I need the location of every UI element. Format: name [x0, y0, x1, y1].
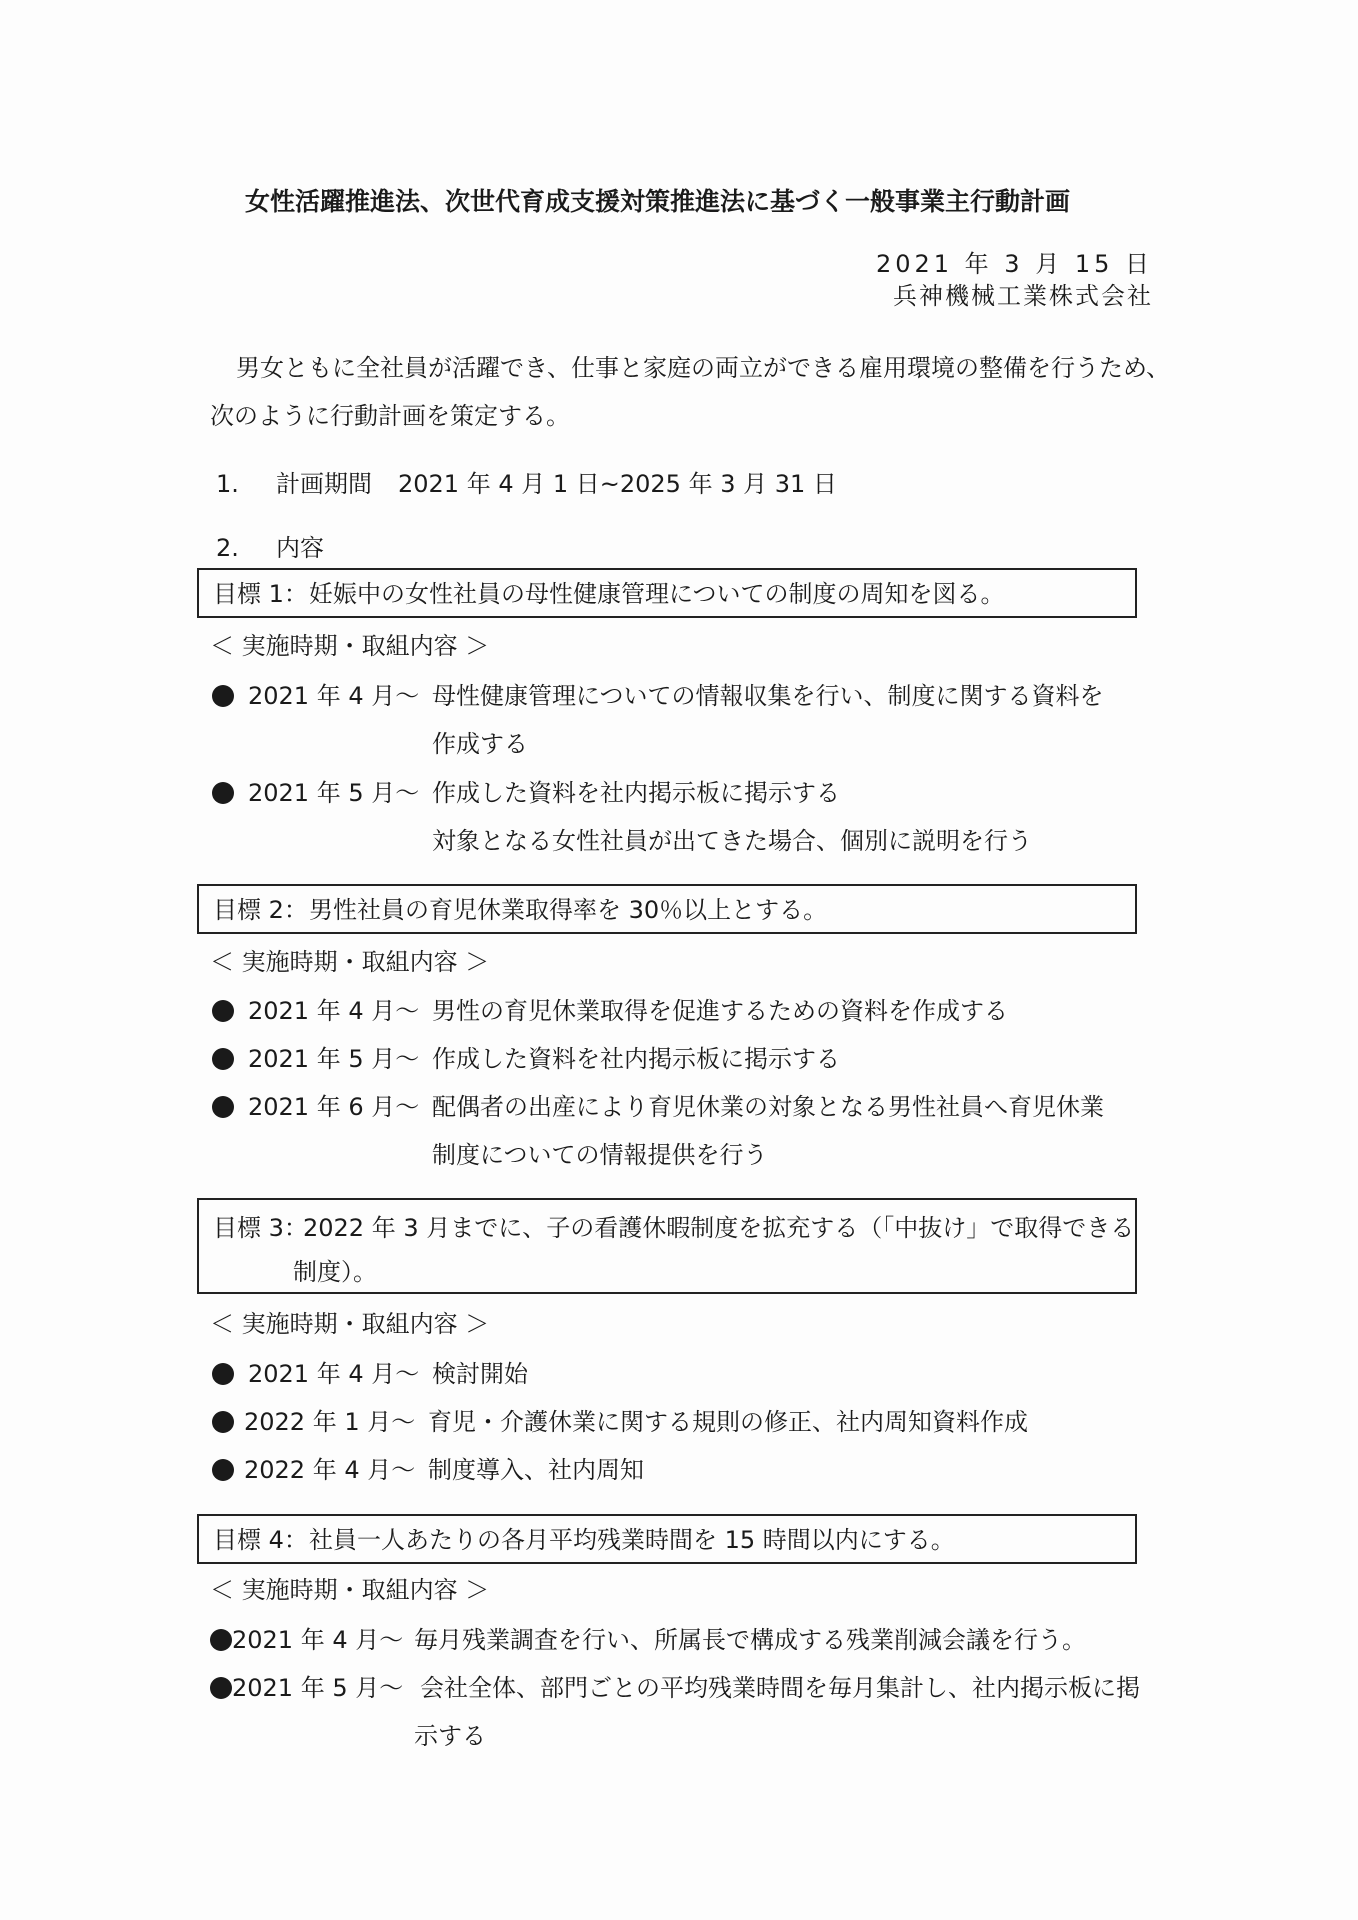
goal-3-subheading: ＜ 実施時期・取組内容 ＞ [210, 1310, 490, 1338]
goal-4-text: 社員一人あたりの各月平均残業時間を 15 時間以内にする。 [309, 1526, 955, 1554]
goal-2-item-2-date: 2021 年 5 月～ [248, 1045, 420, 1073]
bullet-icon [210, 1629, 232, 1651]
goal-2-box [197, 884, 1137, 934]
goal-1-item-2-date: 2021 年 5 月～ [248, 779, 420, 807]
goal-1-box [197, 568, 1137, 618]
goal-2-item-1-date: 2021 年 4 月～ [248, 997, 420, 1025]
goal-3-box [197, 1198, 1137, 1294]
goal-3-item-2-date: 2022 年 1 月～ [244, 1408, 416, 1436]
company-name: 兵神機械工業株式会社 [893, 282, 1153, 310]
document-date: 2021 年 3 月 15 日 [875, 250, 1153, 278]
goal-4-item-1-date: 2021 年 4 月～ [232, 1626, 404, 1654]
section-2-label: 内容 [276, 534, 324, 562]
goal-4-box [197, 1514, 1137, 1564]
goal-3-item-1-date: 2021 年 4 月～ [248, 1360, 420, 1388]
goal-2-subheading: ＜ 実施時期・取組内容 ＞ [210, 948, 490, 976]
section-2-number: 2. [216, 534, 239, 562]
goal-2-item-2-line-1: 作成した資料を社内掲示板に掲示する [432, 1045, 840, 1073]
goal-4-item-2-date: 2021 年 5 月～ [232, 1674, 404, 1702]
goal-2-item-1-line-1: 男性の育児休業取得を促進するための資料を作成する [432, 997, 1008, 1025]
goal-3-text-line-2: 制度）。 [293, 1258, 377, 1286]
bullet-icon [212, 1459, 234, 1481]
goal-3-item-3-line-1: 制度導入、社内周知 [428, 1456, 644, 1484]
section-1-number: 1. [216, 470, 239, 498]
bullet-icon [212, 1411, 234, 1433]
bullet-icon [212, 1048, 234, 1070]
goal-2-item-3-line-1: 配偶者の出産により育児休業の対象となる男性社員へ育児休業 [432, 1093, 1104, 1121]
goal-1-item-1-line-2: 作成する [432, 730, 528, 758]
document-title: 女性活躍推進法、次世代育成支援対策推進法に基づく一般事業主行動計画 [245, 187, 1071, 216]
intro-line-2: 次のように行動計画を策定する。 [210, 402, 570, 430]
goal-4-item-1-line-1: 毎月残業調査を行い、所属長で構成する残業削減会議を行う。 [414, 1626, 1086, 1654]
goal-1-item-1-line-1: 母性健康管理についての情報収集を行い、制度に関する資料を [432, 682, 1104, 710]
goal-4-item-2-line-2: 示する [414, 1722, 486, 1750]
goal-4-item-2-line-1: 会社全体、部門ごとの平均残業時間を毎月集計し、社内掲示板に掲 [420, 1674, 1140, 1702]
goal-4-label: 目標 4： [213, 1526, 308, 1554]
goal-3-item-2-line-1: 育児・介護休業に関する規則の修正、社内周知資料作成 [428, 1408, 1028, 1436]
bullet-icon [212, 685, 234, 707]
goal-2-item-3-line-2: 制度についての情報提供を行う [432, 1141, 768, 1169]
goal-2-text: 男性社員の育児休業取得率を 30％以上とする。 [309, 896, 828, 924]
plan-period-value: 2021 年 4 月 1 日~2025 年 3 月 31 日 [398, 470, 837, 498]
bullet-icon [212, 782, 234, 804]
goal-3-text: 2022 年 3 月までに、子の看護休暇制度を拡充する（「中抜け」で取得できる [303, 1214, 1135, 1242]
bullet-icon [210, 1677, 232, 1699]
goal-1-item-2-line-2: 対象となる女性社員が出てきた場合、個別に説明を行う [432, 827, 1032, 855]
goal-4-subheading: ＜ 実施時期・取組内容 ＞ [210, 1576, 490, 1604]
bullet-icon [212, 1096, 234, 1118]
goal-1-subheading: ＜ 実施時期・取組内容 ＞ [210, 632, 490, 660]
bullet-icon [212, 1363, 234, 1385]
goal-1-text: 妊娠中の女性社員の母性健康管理についての制度の周知を図る。 [309, 580, 1005, 608]
goal-3-label: 目標 3： [213, 1214, 308, 1242]
goal-3-item-3-date: 2022 年 4 月～ [244, 1456, 416, 1484]
bullet-icon [212, 1000, 234, 1022]
goal-3-item-1-line-1: 検討開始 [432, 1360, 528, 1388]
goal-1-label: 目標 1： [213, 580, 308, 608]
goal-1-item-2-line-1: 作成した資料を社内掲示板に掲示する [432, 779, 840, 807]
section-1-label: 計画期間 [276, 470, 372, 498]
goal-2-label: 目標 2： [213, 896, 308, 924]
intro-line-1: 男女ともに全社員が活躍でき、仕事と家庭の両立ができる雇用環境の整備を行うため、 [236, 354, 1171, 382]
goal-2-item-3-date: 2021 年 6 月～ [248, 1093, 420, 1121]
goal-1-item-1-date: 2021 年 4 月～ [248, 682, 420, 710]
